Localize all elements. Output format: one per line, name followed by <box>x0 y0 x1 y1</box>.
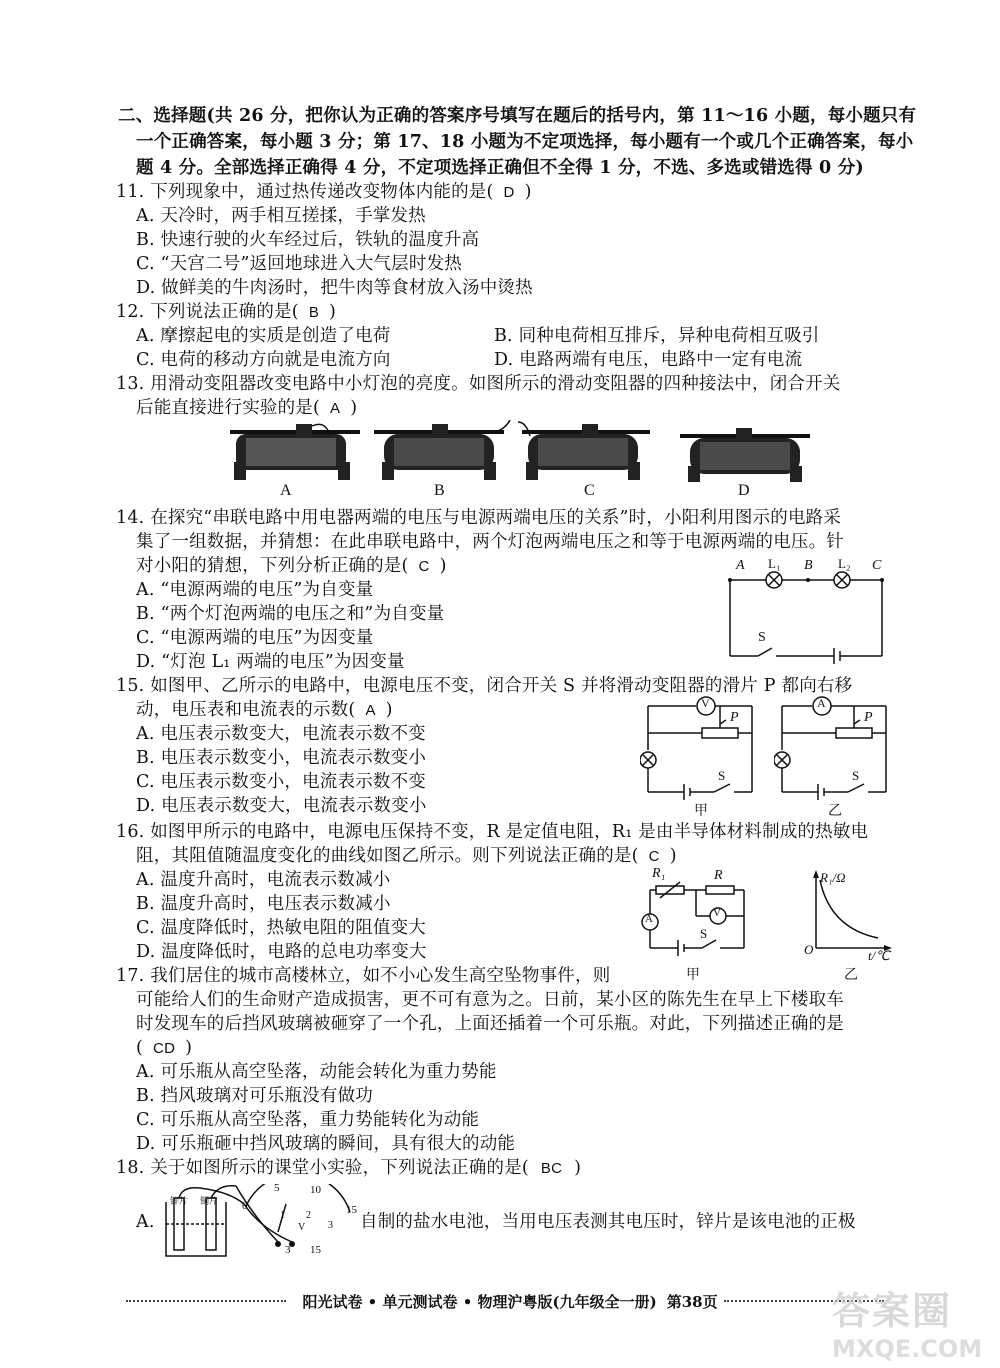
q14-label-l1: L₁ <box>768 556 781 571</box>
q15-jia-voltmeter-label: V <box>701 696 710 710</box>
q13-stem-line-1: 13. 用滑动变阻器改变电路中小灯泡的亮度。如图所示的滑动变阻器的四种接法中，闭合开关 <box>116 374 841 394</box>
q18-answer: BC <box>540 1160 563 1177</box>
q15-answer: A <box>365 702 376 719</box>
q17-stem-line-3: 时发现车的后挡风玻璃被砸穿了一个孔，上面还插着一个可乐瓶。对此，下列描述正确的是 <box>136 1014 844 1034</box>
q15-yi-p-label: P <box>864 710 873 725</box>
q17-option-c: C. 可乐瓶从高空坠落，重力势能转化为动能 <box>136 1110 480 1130</box>
q18-tick-1: 1 <box>280 1210 285 1221</box>
q16-answer: C <box>648 848 660 865</box>
q16-voltmeter-label: V <box>713 907 721 919</box>
q14-option-b: B. “两个灯泡两端的电压之和”为自变量 <box>136 604 445 624</box>
q16-ammeter-label: A <box>645 913 653 925</box>
q14-stem-line-2: 集了一组数据，并猜想：在此串联电路中，两个灯泡两端电压之和等于电源两端的电压。针 <box>136 532 844 552</box>
q17-option-d: D. 可乐瓶砸中挡风玻璃的瞬间，具有很大的动能 <box>136 1134 516 1154</box>
q11-option-c: C. “天宫二号”返回地球进入大气层时发热 <box>136 254 462 274</box>
rheostat-b <box>374 420 510 480</box>
q16-r-label: R <box>714 868 723 883</box>
q17-option-a: A. 可乐瓶从高空坠落，动能会转化为重力势能 <box>136 1062 497 1082</box>
q17-stem-line-1: 17. 我们居住的城市高楼林立，如不小心发生高空坠物事件，则 <box>116 966 611 986</box>
q13-label-c: C <box>584 482 595 499</box>
section-header-line-1: 二、选择题(共 26 分，把你认为正确的答案序号填写在题后的括号内，第 11～16 小题，每小题只有 <box>118 106 917 126</box>
q18-terminal-3: 3 <box>285 1244 291 1256</box>
q12-stem: 12. 下列说法正确的是( B ) <box>116 302 337 322</box>
q15-circuit-yi <box>774 696 894 822</box>
section-header-line-3: 题 4 分。全部选择正确得 4 分，不定项选择正确但不全得 1 分，不选、多选或错选得 0 分) <box>136 158 864 178</box>
footer-dots-left <box>126 1300 286 1302</box>
q14-label-b: B <box>804 558 813 573</box>
q12-option-a: A. 摩擦起电的实质是创造了电荷 <box>136 326 391 346</box>
q18-option-a-text: 自制的盐水电池，当用电压表测其电压时，锌片是该电池的正极 <box>360 1212 856 1232</box>
q16-option-b: B. 温度升高时，电压表示数减小 <box>136 894 391 914</box>
rheostat-a <box>230 424 360 480</box>
q14-label-l2: L₂ <box>838 556 851 571</box>
q16-graph-xlabel: t/℃ <box>868 948 890 963</box>
watermark-en: MXQE.COM <box>832 1335 983 1363</box>
q15-option-b: B. 电压表示数变小，电流表示数变小 <box>136 748 427 768</box>
q18-option-a-label: A. <box>136 1212 155 1232</box>
q18-tick-2: 2 <box>306 1210 311 1221</box>
footer-page-number: 第38页 <box>666 1292 718 1311</box>
q15-yi-s-label: S <box>852 768 860 783</box>
q15-jia-s-label: S <box>718 768 726 783</box>
q15-stem-line-2: 动，电压表和电流表的示数( A ) <box>136 700 393 720</box>
q14-option-d: D. “灯泡 L₁ 两端的电压”为因变量 <box>136 652 405 672</box>
q13-label-a: A <box>280 482 292 499</box>
q15-option-a: A. 电压表示数变大，电流表示数不变 <box>136 724 426 744</box>
q11-option-b: B. 快速行驶的火车经过后，铁轨的温度升高 <box>136 230 480 250</box>
q16-r1-label: R₁ <box>652 866 666 881</box>
q11-answer: D <box>503 184 515 201</box>
q13-answer: A <box>330 400 341 417</box>
rheostat-c <box>518 422 650 480</box>
q16-option-c: C. 温度降低时，热敏电阻的阻值变大 <box>136 918 426 938</box>
q12-answer: B <box>308 304 320 321</box>
q12-option-c: C. 电荷的移动方向就是电流方向 <box>136 350 391 370</box>
q18-tick-0: 0 <box>242 1200 248 1212</box>
page-footer <box>120 1288 890 1314</box>
q17-option-b: B. 挡风玻璃对可乐瓶没有做功 <box>136 1086 373 1106</box>
q17-stem-line-2: 可能给人们的生命财产造成损害，更不可有意为之。日前，某小区的陈先生在早上下楼取车 <box>136 990 844 1010</box>
q18-terminal-15: 15 <box>310 1244 321 1256</box>
q17-answer: CD <box>153 1040 176 1057</box>
q16-stem-line-1: 16. 如图甲所示的电路中，电源电压保持不变，R 是定值电阻，R₁ 是由半导体材料制成的热敏电 <box>116 822 869 842</box>
q11-option-d: D. 做鲜美的牛肉汤时，把牛肉等食材放入汤中烫热 <box>136 278 533 298</box>
q11-stem: 11. 下列现象中，通过热传递改变物体内能的是( D ) <box>116 182 532 202</box>
q17-answer-line: ( CD ) <box>136 1038 193 1058</box>
q15-jia-caption: 甲 <box>694 804 708 819</box>
q18-voltmeter-v: V <box>298 1222 306 1233</box>
q15-option-d: D. 电压表示数变大，电流表示数变小 <box>136 796 427 816</box>
q18-stem: 18. 关于如图所示的课堂小实验，下列说法正确的是( BC ) <box>116 1158 582 1178</box>
q18-copper-label: 铜片 <box>200 1196 219 1206</box>
q11-option-a: A. 天冷时，两手相互搓揉，手掌发热 <box>136 206 426 226</box>
q14-label-a: A <box>736 558 745 573</box>
q14-stem-line-1: 14. 在探究“串联电路中用电器两端的电压与电源两端电压的关系”时，小阳利用图示的电路采 <box>116 508 842 528</box>
q16-s-label: S <box>700 926 708 941</box>
rheostat-d <box>680 428 810 482</box>
q15-yi-caption: 乙 <box>828 804 842 819</box>
q14-answer: C <box>418 558 430 575</box>
footer-title: 阳光试卷 • 单元测试卷 • 物理沪粤版(九年级全一册) <box>302 1292 657 1311</box>
q16-option-d: D. 温度降低时，电路的总电功率变大 <box>136 942 427 962</box>
q16-graph-origin: O <box>804 942 814 957</box>
q16-circuit-jia <box>640 866 760 984</box>
q16-jia-caption: 甲 <box>686 968 700 983</box>
q18-battery-figure <box>160 1184 360 1264</box>
q18-zinc-label: 锌片 <box>170 1196 189 1206</box>
watermark <box>832 1280 992 1363</box>
q13-stem-line-2: 后能直接进行实验的是( A ) <box>136 398 358 418</box>
q12-option-d: D. 电路两端有电压，电路中一定有电流 <box>494 350 803 370</box>
q13-label-b: B <box>434 482 445 499</box>
q13-label-d: D <box>738 482 750 499</box>
q14-option-c: C. “电源两端的电压”为因变量 <box>136 628 374 648</box>
q15-circuit-jia <box>640 696 760 822</box>
q16-graph-yi <box>800 866 900 984</box>
q18-tick-3: 3 <box>328 1220 333 1231</box>
section-header-line-2: 一个正确答案，每小题 3 分；第 17、18 小题为不定项选择，每小题有一个或几个正确答案，每小 <box>136 132 914 152</box>
q14-label-c: C <box>872 558 882 573</box>
q15-stem-line-1: 15. 如图甲、乙所示的电路中，电源电压不变，闭合开关 S 并将滑动变阻器的滑片 P 都向右移 <box>116 676 853 696</box>
q13-rheostat-figures <box>228 420 888 506</box>
q16-yi-caption: 乙 <box>844 968 858 983</box>
q16-stem-line-2: 阻，其阻值随温度变化的曲线如图乙所示。则下列说法正确的是( C ) <box>136 846 677 866</box>
q18-tick-5: 5 <box>274 1182 280 1194</box>
watermark-cn: 答案圈 <box>832 1289 953 1333</box>
q18-tick-15: 15 <box>346 1204 357 1216</box>
q12-option-b: B. 同种电荷相互排斥，异种电荷相互吸引 <box>494 326 820 346</box>
q16-option-a: A. 温度升高时，电流表示数减小 <box>136 870 391 890</box>
q15-jia-p-label: P <box>730 710 739 725</box>
q14-label-s: S <box>758 630 766 645</box>
q16-graph-ylabel: R₁/Ω <box>820 870 846 885</box>
q14-circuit-diagram <box>722 556 892 666</box>
q15-option-c: C. 电压表示数变小，电流表示数不变 <box>136 772 426 792</box>
q14-option-a: A. “电源两端的电压”为自变量 <box>136 580 374 600</box>
q15-yi-ammeter-label: A <box>817 696 826 710</box>
q18-tick-10: 10 <box>310 1184 321 1196</box>
q14-stem-line-3: 对小阳的猜想，下列分析正确的是( C ) <box>136 556 447 576</box>
